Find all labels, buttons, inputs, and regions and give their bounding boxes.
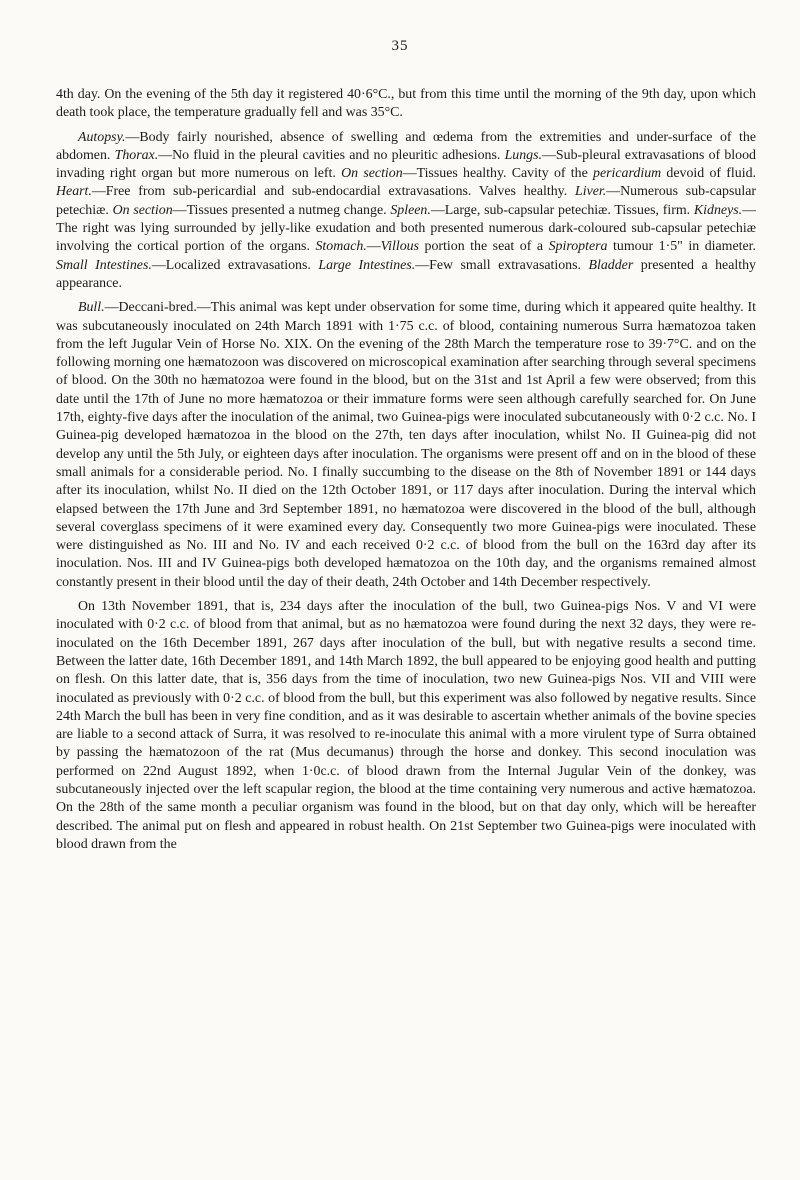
italic-run: Bull. [78,300,105,316]
text-run: —Few small extravasations. [415,257,589,273]
italic-run: Spiroptera [548,239,608,255]
italic-run: On section [112,202,173,218]
italic-run: Thorax. [114,147,159,163]
text-run: —Large, sub-capsular petechiæ. Tissues, firm. [430,202,694,218]
text-run: —Deccani-bred.—This animal was kept under observation for some time, during which it appeared quite healthy. It was subcutaneously inoculated on 24th March 1891 with 1·75 c.c. of blood, containing numerous Surra hæmatozoa taken from the left Jugular Vein of Horse No. XIX. On the evening of the 28th March the temperature rose to 39·7°C. and on the following morning one hæmatozoon was discovered on microscopical examination after searching through several specimens of blood. On the 30th no hæmatozoa were found in the blood, but on the 31st and 1st April a few were observed; from this date until the 17th of June no more hæmatozoa or their immature forms were seen although carefully searched for. On June 17th, eighty-five days after the inoculation of the animal, two Guinea-pigs were inoculated subcutaneously with 0·2 c.c. No. I Guinea-pig developed hæmatozoa in the blood on the 27th, ten days after inoculation, whilst No. II Guinea-pig did not develop any until the 5th July, or eighteen days after inoculation. The organisms were present off and on in the blood of these small animals for a considerable period. No. I finally succumbing to the disease on the 8th of November 1891 or 144 days after its inoculation, whilst No. II died on the 12th October 1891, or 117 days after inoculation. During the interval which elapsed between the 17th June and 3rd September 1891, no hæmatozoa were discovered in the blood of the bull, although several coverglass specimens of it were examined every day. Consequently two more Guinea-pigs were inoculated. These were distinguished as No. III and No. IV and each received 0·2 c.c. of blood from the bull on the 163rd day after its inoculation. Nos. III and IV Guinea-pigs both developed hæmatozoa on the 10th day, and the organisms remained almost constantly present in their blood until the day of their death, 24th October and 14th December respectively. [56,300,756,590]
body-text [56,86,756,860]
italic-run: On section [341,166,403,182]
text-run: portion the seat of a [419,239,549,255]
paragraph [56,129,756,294]
text-run: On 13th November 1891, that is, 234 days after the inoculation of the bull, two Guinea-pigs Nos. V and VI were inoculated with 0·2 c.c. of blood from that animal, but as no hæmatozoa were found during the next 32 days, they were re-inoculated on the 16th December 1891, 267 days after inoculation of the bull, but with negative results a second time. Between the latter date, 16th December 1891, and 14th March 1892, the bull appeared to be enjoying good health and putting on flesh. On this latter date, that is, 356 days from the time of inoculation, two new Guinea-pigs Nos. VII and VIII were inoculated as previously with 0·2 c.c. of blood from the bull, but this experiment was also followed by negative results. Since 24th March the bull has been in very fine condition, and as it was desirable to ascertain whether animals of the bovine species are liable to a second attack of Surra, it was resolved to re-inoculate this animal with a more virulent type of Surra obtained by passing the hæmatozoon of the rat (Mus decumanus) through the horse and donkey. This second inoculation was performed on 22nd August 1892, when 1·0c.c. of blood drawn from the Internal Jugular Vein of the donkey, was subcutaneously injected over the left scapular region, the blood at the time containing very numerous and active hæmatozoa. On the 28th of the same month a peculiar organism was found in the blood, but on that day only, which will be hereafter described. The animal put on flesh and appeared in robust health. On 21st September two Guinea-pigs were inoculated with blood drawn from the [56,599,756,852]
italic-run: pericardium [593,166,662,182]
text-run: —Tissues presented a nutmeg change. [172,202,391,218]
text-run: —Tissues healthy. Cavity of the [402,166,594,182]
italic-run: Bladder [588,257,634,273]
text-run: —Body fairly nourished, absence of swelling and œdema from the extremities and under-surface of the abdomen. [56,129,756,163]
italic-run: Large Intestines. [318,257,416,273]
text-run: — [366,239,381,255]
italic-run: Spleen. [390,202,431,218]
italic-run: Heart. [56,184,92,200]
paragraph [56,299,756,592]
paragraph [56,86,756,123]
italic-run: Lungs. [504,147,543,163]
text-run: —Free from sub-pericardial and sub-endocardial extravasations. Valves healthy. [91,184,575,200]
italic-run: Kidneys. [693,202,743,218]
italic-run: Small Intestines. [56,257,152,273]
italic-run: Villous [380,239,419,255]
italic-run: Stomach. [315,239,367,255]
text-run: —Localized extravasations. [151,257,319,273]
text-run: 4th day. On the evening of the 5th day it registered 40·6°C., but from this time until the morning of the 9th day, upon which death took place, the temperature gradually fell and was 35°C. [56,87,756,121]
text-run: —The right was lying surrounded by jelly-like exudation and both presented numerous dark-coloured sub-capsular petechiæ involving the cortical portion of the organs. [56,202,757,255]
italic-run: Liver. [574,184,607,200]
text-run: —Numerous sub-capsular petechiæ. [56,184,756,218]
text-run: —No fluid in the pleural cavities and no pleuritic adhesions. [158,147,505,163]
text-run: presented a healthy appearance. [56,257,756,291]
text-run: tumour 1·5" in diameter. [607,239,756,255]
page-number: 35 [391,38,409,54]
paragraph [56,598,756,854]
text-run: —Sub-pleural extravasations of blood invading right organ but more numerous on left. [56,147,756,182]
text-run: devoid of fluid. [661,166,756,182]
italic-run: Autopsy. [78,129,126,145]
